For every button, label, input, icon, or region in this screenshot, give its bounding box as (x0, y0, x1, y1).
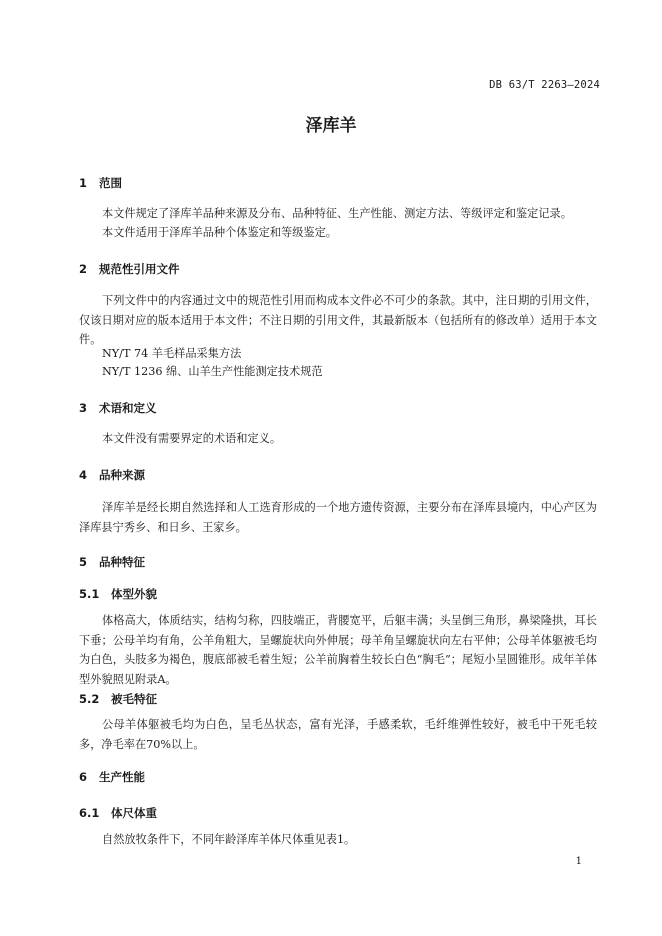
page-title: 泽库羊 (305, 116, 357, 136)
section-number: 5 (79, 555, 88, 569)
section-title: 规范性引用文件 (99, 262, 180, 276)
reference-item: NY/T 1236 绵、山羊生产性能测定技术规范 (102, 365, 323, 378)
reference-item: NY/T 74 羊毛样品采集方法 (102, 347, 242, 360)
section-heading-production-performance (79, 769, 145, 785)
subsection-heading-body-appearance (79, 586, 157, 602)
paragraph: 体格高大，体质结实，结构匀称，四肢端正，背腰宽平，后躯丰满；头呈倒三角形，鼻梁隆拱，耳长下垂；公母羊均有角，公羊角粗大，呈螺旋状向外伸展；母羊角呈螺旋状向左右平伸；公母羊体躯被毛均为白色，头肢多为褐色，腹底部被毛着生短；公羊前胸着生较长白色“胸毛”；尾短小呈圆锥形。成年羊体型外貌照见附录A。 (79, 614, 597, 686)
subsection-heading-coat-features (79, 691, 157, 707)
subsection-title: 被毛特征 (111, 692, 157, 706)
paragraph: 公母羊体躯被毛均为白色，呈毛丛状态，富有光泽，手感柔软，毛纤维弹性较好，被毛中干死毛较多，净毛率在70%以上。 (79, 718, 597, 751)
subsection-number: 5.1 (79, 587, 100, 601)
document-code: DB 63/T 2263—2024 (489, 79, 600, 91)
subsection-title: 体尺体重 (111, 806, 157, 820)
section-title: 术语和定义 (99, 401, 157, 415)
subsection-title: 体型外貌 (111, 587, 157, 601)
section-number: 6 (79, 770, 88, 784)
section-number: 1 (79, 176, 88, 190)
section-title: 品种来源 (99, 468, 145, 482)
section-title: 品种特征 (99, 555, 145, 569)
paragraph: 本文件规定了泽库羊品种来源及分布、品种特征、生产性能、测定方法、等级评定和鉴定记录。 (102, 207, 572, 220)
section-heading-breed-characteristics (79, 554, 145, 570)
section-number: 3 (79, 401, 88, 415)
section-heading-breed-origin (79, 467, 145, 483)
paragraph: 下列文件中的内容通过文中的规范性引用而构成本文件必不可少的条款。其中，注日期的引用文件，仅该日期对应的版本适用于本文件；不注日期的引用文件，其最新版本（包括所有的修改单）适用于本文件。 (79, 294, 597, 346)
section-title: 生产性能 (99, 770, 145, 784)
paragraph: 泽库羊是经长期自然选择和人工选育形成的一个地方遗传资源，主要分布在泽库县境内，中心产区为泽库县宁秀乡、和日乡、王家乡。 (79, 501, 597, 534)
section-number: 2 (79, 262, 88, 276)
subsection-heading-body-size-weight (79, 805, 157, 821)
section-heading-normative-references (79, 261, 180, 277)
section-number: 4 (79, 468, 88, 482)
paragraph: 自然放牧条件下，不同年龄泽库羊体尺体重见表1。 (102, 833, 356, 846)
page-number: 1 (575, 856, 582, 867)
paragraph: 本文件没有需要界定的术语和定义。 (102, 432, 282, 445)
section-heading-scope (79, 175, 122, 191)
section-title: 范围 (99, 176, 122, 190)
paragraph: 本文件适用于泽库羊品种个体鉴定和等级鉴定。 (102, 226, 337, 239)
subsection-number: 5.2 (79, 692, 100, 706)
subsection-number: 6.1 (79, 806, 100, 820)
section-heading-terms (79, 400, 157, 416)
